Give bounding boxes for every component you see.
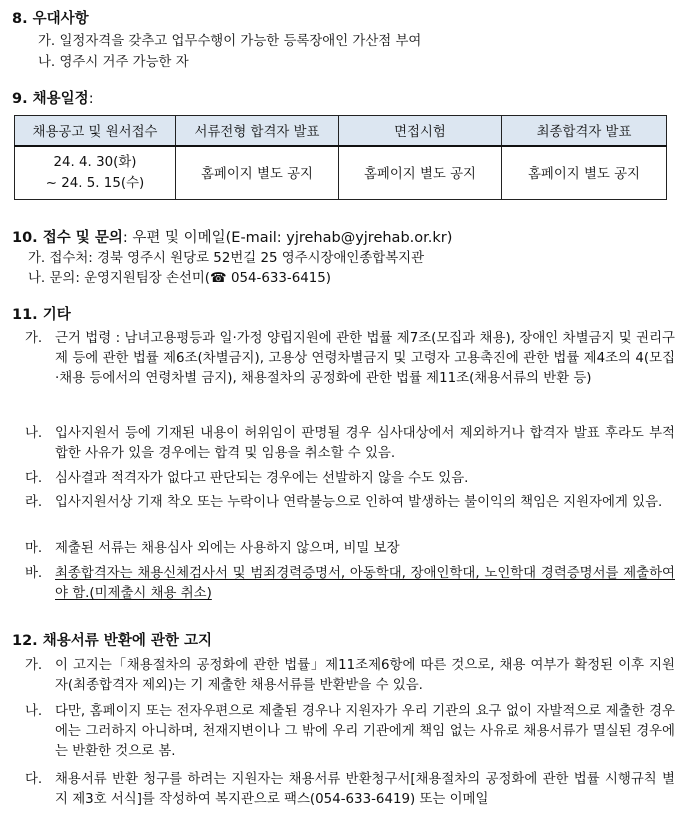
period-start: 24. 4. 30(화) <box>53 154 137 170</box>
section-10-title-text: 10. 접수 및 문의 <box>12 230 123 246</box>
schedule-table <box>14 115 667 200</box>
item-text: 이 고지는「채용절차의 공정화에 관한 법률」제11조제6항에 따른 것으로, 채용 여부가 확정된 이후 지원자(최종합격자 제외)는 기 제출한 채용서류를 반환받을 수 있음. <box>55 658 675 693</box>
item-text: 제출된 서류는 채용심사 외에는 사용하지 않으며, 비밀 보장 <box>55 541 400 556</box>
item-marker: 다. <box>25 772 43 787</box>
cell-final-result: 홈페이지 별도 공지 <box>502 146 667 200</box>
section-10-title-rest: : 우편 및 이메일(E-mail: yjrehab@yjrehab.or.kr) <box>122 230 453 246</box>
item-marker: 가. <box>25 331 43 346</box>
item-text: 접수처: 경북 영주시 원당로 52번길 25 영주시장애인종합복지관 <box>49 251 425 266</box>
period-end: ~ 24. 5. 15(수) <box>45 175 145 191</box>
header-application: 채용공고 및 원서접수 <box>15 116 176 146</box>
s8-item-a <box>38 32 421 52</box>
item-marker: 나. <box>25 704 43 719</box>
header-final-result: 최종합격자 발표 <box>502 116 667 146</box>
item-marker: 가. <box>28 251 46 266</box>
item-marker: 가. <box>38 34 56 49</box>
section-9-title-text: 9. 채용일정 <box>12 91 89 107</box>
item-marker: 가. <box>25 658 43 673</box>
s12-item-b <box>25 702 675 762</box>
s12-item-a <box>25 656 675 696</box>
item-text: 입사지원서상 기재 착오 또는 누락이나 연락불능으로 인하여 발생하는 불이익의 책임은 지원자에게 있음. <box>55 495 663 510</box>
header-interview: 면접시험 <box>339 116 502 146</box>
s11-item-c <box>25 469 675 489</box>
s11-item-f <box>25 564 675 604</box>
schedule-header-row <box>15 116 667 146</box>
item-text: 심사결과 적격자가 없다고 판단되는 경우에는 선발하지 않을 수도 있음. <box>55 471 469 486</box>
section-9-title <box>12 89 94 109</box>
item-text: 채용서류 반환 청구를 하려는 지원자는 채용서류 반환청구서[채용절차의 공정화에 관한 법률 시행규칙 별지 제3호 서식]를 작성하여 복지관으로 팩스(054-633-6419) 또는 이메일 <box>55 772 675 807</box>
item-text: 입사지원서 등에 기재된 내용이 허위임이 판명될 경우 심사대상에서 제외하거나 합격자 발표 후라도 부적합한 사유가 있을 경우에는 합격 및 임용을 취소할 수 있음. <box>55 426 675 461</box>
item-marker: 나. <box>38 55 56 70</box>
section-8-title: 8. 우대사항 <box>12 11 89 27</box>
item-marker: 다. <box>25 471 43 486</box>
s10-item-b <box>28 269 331 289</box>
item-marker: 나. <box>28 271 46 286</box>
schedule-row <box>15 146 667 200</box>
item-text: 영주시 거주 가능한 자 <box>59 55 189 70</box>
item-text-underlined: 최종합격자는 채용신체검사서 및 범죄경력증명서, 아동학대, 장애인학대, 노인학대 경력증명서를 제출하여야 함.(미제출시 채용 취소) <box>55 566 675 601</box>
section-11-title: 11. 기타 <box>12 307 71 323</box>
section-10-title <box>12 228 452 248</box>
s11-item-a <box>25 329 675 389</box>
section-12-title: 12. 채용서류 반환에 관한 고지 <box>12 633 212 649</box>
item-marker: 라. <box>25 495 43 510</box>
item-marker: 마. <box>25 541 43 556</box>
item-text: 문의: 운영지원팀장 손선미(☎ 054-633-6415) <box>49 271 332 286</box>
cell-document-result: 홈페이지 별도 공지 <box>176 146 339 200</box>
s11-item-e <box>25 539 675 559</box>
s11-item-b <box>25 424 675 464</box>
item-marker: 바. <box>25 566 43 581</box>
cell-period <box>15 146 176 200</box>
s12-item-c <box>25 770 675 810</box>
header-document-result: 서류전형 합격자 발표 <box>176 116 339 146</box>
section-9-title-colon: : <box>88 91 94 107</box>
cell-interview: 홈페이지 별도 공지 <box>339 146 502 200</box>
s11-item-d <box>25 493 675 513</box>
item-text: 다만, 홈페이지 또는 전자우편으로 제출된 경우나 지원자가 우리 기관의 요구 없이 자발적으로 제출한 경우에는 그러하지 아니하며, 천재지변이나 그 밖에 우리 기관에게 책임 없는 사유로 채용서류가 멸실된 경우에는 반환한 것으로 봄. <box>55 704 675 759</box>
item-marker: 나. <box>25 426 43 441</box>
s8-item-b <box>38 53 189 73</box>
s10-item-a <box>28 249 424 269</box>
item-text: 일정자격을 갖추고 업무수행이 가능한 등록장애인 가산점 부여 <box>59 34 422 49</box>
item-text: 근거 법령 : 남녀고용평등과 일·가정 양립지원에 관한 법률 제7조(모집과 채용), 장애인 차별금지 및 권리구제 등에 관한 법률 제6조(차별금지), 고용상 연령차별금지 및 고령자 고용촉진에 관한 법률 제4조의 4(모집·채용 등에서의 연령차별 금지), 채용절차의 공정화에 관한 법률 제11조(채용서류의 반환 등) <box>55 331 675 386</box>
